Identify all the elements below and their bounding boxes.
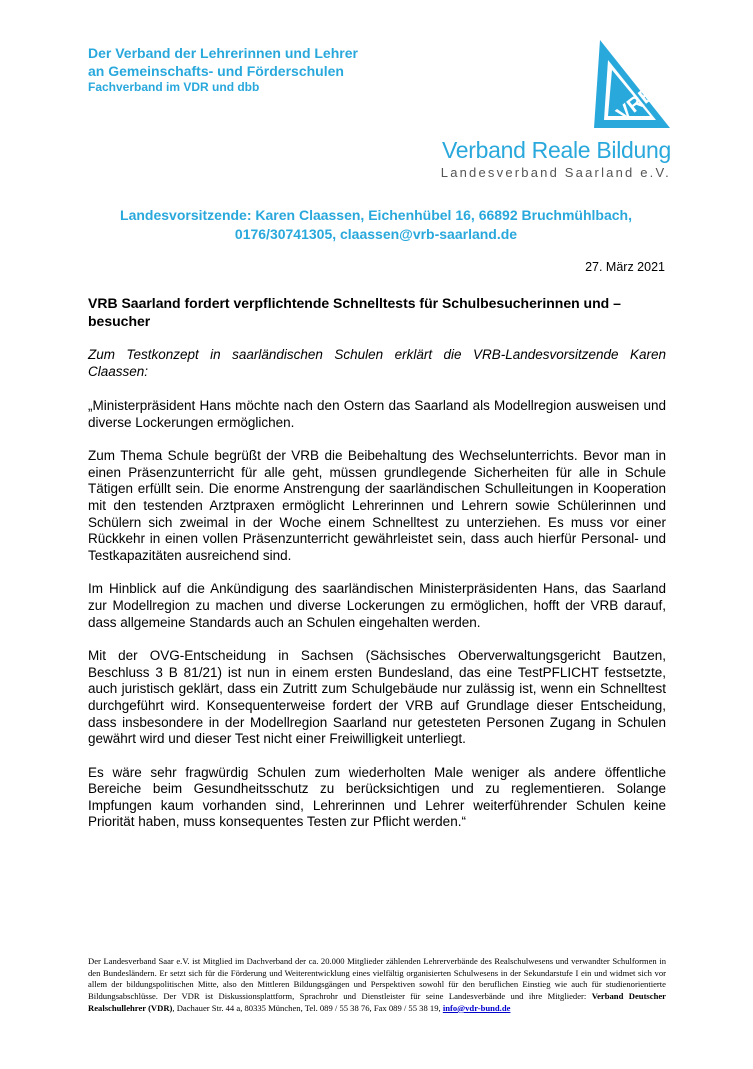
logo-mark-text: VRB — [612, 82, 660, 126]
logo-name: Verband Reale Bildung — [442, 137, 671, 163]
footer-org: Verband Deutscher Realschullehrer (VDR) — [88, 991, 667, 1013]
chair-line-1: Landesvorsitzende: Karen Claassen, Eichenhübel 16, 66892 Bruchmühlbach, — [120, 207, 632, 223]
chairperson-contact — [70, 206, 682, 244]
paragraph: Es wäre sehr fragwürdig Schulen zum wiederholten Male weniger als andere öffentliche Bereiche beim Gesundheitsschutz zu berücksichtigen und zu reglementieren. Solange Impfungen kaum vorhanden sind, Lehrerinnen und Lehrer weiterführender Schulen keine Priorität haben, muss konsequentes Testen zur Pflicht werden.“ — [88, 764, 666, 830]
association-line-3: Fachverband im VDR und dbb — [88, 80, 260, 94]
chair-line-2: 0176/30741305, claassen@vrb-saarland.de — [234, 226, 518, 242]
document-date: 27. März 2021 — [585, 260, 665, 274]
association-line-2: an Gemeinschafts- und Förderschulen — [88, 63, 344, 79]
vrb-logo-icon — [590, 40, 672, 130]
association-header — [88, 44, 358, 95]
footer-address: , Dachauer Str. 44 a, 80335 München, Tel. 089 / 55 38 76, Fax 089 / 55 38 19, — [172, 1002, 443, 1013]
footer-note — [88, 956, 666, 1015]
association-line-1: Der Verband der Lehrerinnen und Lehrer — [88, 45, 358, 61]
press-release-title: VRB Saarland fordert verpflichtende Schnelltests für Schulbesucherinnen und –besucher — [88, 295, 621, 329]
intro-text: Zum Testkonzept in saarländischen Schulen erklärt die VRB-Landesvorsitzende Karen Claassen: — [88, 347, 666, 379]
paragraph: „Ministerpräsident Hans möchte nach den Ostern das Saarland als Modellregion ausweisen und diverse Lockerungen ermöglichen. — [88, 398, 666, 430]
footer-text: Der Landesverband Saar e.V. ist Mitglied im Dachverband der ca. 20.000 Mitglieder zählenden Lehrerverbände des Realschulwesens und verwandter Schulformen in den Bundesländern. Er setzt sich für die Förderung und Weiterentwicklung eines vielfältig organisierten Schulwesens in der Sekundarstufe I ein und widmet sich vor allem der bildungspolitischen Mitte, also den Mittleren Bildungsgängen und Perspektiven sowohl für den beruflichen Einstieg wie auch für studienorientierte Bildungsabschlüsse. Der VDR ist Diskussionsplattform, Sprachrohr und Dienstleister für seine Landesverbände und ihre Mitglieder: — [88, 956, 666, 1002]
body-text — [88, 398, 666, 848]
footer-email-link[interactable]: info@vdr-bund.de — [442, 1002, 511, 1013]
paragraph: Im Hinblick auf die Ankündigung des saarländischen Ministerpräsidenten Hans, das Saarland zur Modellregion zu machen und diverse Lockerungen zu ermöglichen, hofft der VRB darauf, dass allgemeine Standards auch an Schulen eingehalten werden. — [88, 581, 666, 630]
logo-subtitle: Landesverband Saarland e.V. — [440, 165, 671, 180]
paragraph: Zum Thema Schule begrüßt der VRB die Beibehaltung des Wechselunterrichts. Bevor man in einen Präsenzunterricht für alle geht, müssen grundlegende Sicherheiten für alle in Schule Tätigen erfüllt sein. Die enorme Anstrengung der saarländischen Schulleitungen in Kooperation mit den testenden Arztpraxen ermöglicht Lehrerinnen und Lehrern sowie Schülerinnen und Schülern sich zweimal in der Woche einem Schnelltest zu unterziehen. Es muss vor einer Rückkehr in einen vollen Präsenzunterricht gewährleistet sein, dass auch hierfür Personal- und Testkapazitäten ausreichend sind. — [88, 448, 666, 563]
paragraph: Mit der OVG-Entscheidung in Sachsen (Sächsisches Oberverwaltungsgericht Bautzen, Beschluss 3 B 81/21) ist nun in einem ersten Bundesland, das eine TestPFLICHT festsetzte, auch juristisch geklärt, dass ein Zutritt zum Schulgebäude nur zulässig ist, wenn ein Schnelltest durchgeführt wird. Konsequenterweise fordert der VRB auf Grundlage dieser Entscheidung, dass insbesondere in der Modellregion Saarland nur getesteten Personen Zugang in Schulen gewährt wird und dieser Test nicht einer Freiwilligkeit unterliegt. — [88, 648, 666, 747]
